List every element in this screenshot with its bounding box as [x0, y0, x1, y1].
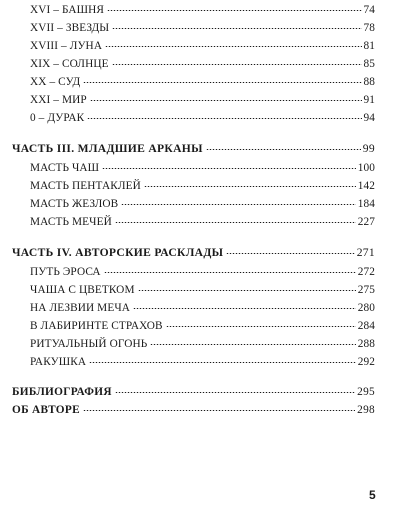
leader-dots [83, 82, 361, 83]
leader-dots [90, 100, 362, 101]
toc-entry[interactable] [30, 318, 375, 334]
toc-entry-label: XVII – ЗВЕЗДЫ [30, 22, 110, 34]
leader-dots [226, 253, 354, 254]
leader-dots [138, 290, 356, 291]
toc-entry-label: ЧАША С ЦВЕТКОМ [30, 284, 135, 296]
toc-entry[interactable] [30, 110, 375, 126]
toc-entry[interactable] [30, 282, 375, 298]
toc-entry[interactable] [30, 2, 375, 18]
toc-entry-page: 85 [363, 58, 375, 70]
toc-entry-label: МАСТЬ ЧАШ [30, 162, 100, 174]
toc-entry-label: РАКУШКА [30, 356, 87, 368]
toc-entry[interactable] [30, 336, 375, 352]
toc-entry-page: 142 [357, 180, 375, 192]
toc-entry-page: 100 [357, 162, 375, 174]
leader-dots [115, 222, 356, 223]
leader-dots [89, 362, 356, 363]
toc-part-label: ЧАСТЬ III. МЛАДШИЕ АРКАНЫ [12, 142, 203, 155]
leader-dots [105, 46, 361, 47]
toc-entry[interactable] [30, 214, 375, 230]
toc-entry-page: 292 [357, 356, 375, 368]
toc-entry-label: РИТУАЛЬНЫЙ ОГОНЬ [30, 338, 148, 350]
toc-entry-label: XX – СУД [30, 76, 81, 88]
leader-dots [104, 272, 356, 273]
toc-part-page: 271 [356, 246, 375, 259]
toc-part-heading[interactable] [12, 245, 375, 261]
toc-entry[interactable] [30, 178, 375, 194]
toc-part-heading[interactable] [12, 141, 375, 157]
toc-entry-label: XXI – МИР [30, 94, 87, 106]
toc-entry[interactable] [30, 300, 375, 316]
leader-dots [112, 64, 362, 65]
toc-entry-page: 284 [357, 320, 375, 332]
toc-entry[interactable] [30, 38, 375, 54]
toc-entry-page: 74 [363, 4, 375, 16]
toc-entry[interactable] [30, 92, 375, 108]
toc-entry-label: 0 – ДУРАК [30, 112, 85, 124]
toc-entry[interactable] [30, 74, 375, 90]
toc-part-label: ЧАСТЬ IV. АВТОРСКИЕ РАСКЛАДЫ [12, 246, 224, 259]
leader-dots [206, 149, 361, 150]
toc-entry-label: XVIII – ЛУНА [30, 40, 103, 52]
toc-part-page: 99 [362, 142, 375, 155]
toc-entry[interactable] [30, 56, 375, 72]
toc-entry-page: 288 [357, 338, 375, 350]
leader-dots [112, 28, 361, 29]
toc-entry-page: 91 [363, 94, 375, 106]
toc-entry-label: ПУТЬ ЭРОСА [30, 266, 101, 278]
toc-entry-page: 275 [357, 284, 375, 296]
toc-entry-page: 227 [357, 216, 375, 228]
toc-entry-label: МАСТЬ МЕЧЕЙ [30, 216, 112, 228]
toc-bibliography[interactable] [12, 384, 375, 400]
toc-entry-page: 81 [363, 40, 375, 52]
toc-entry-page: 78 [363, 22, 375, 34]
toc-entry-label: МАСТЬ ПЕНТАКЛЕЙ [30, 180, 141, 192]
leader-dots [115, 392, 355, 393]
toc-entry[interactable] [30, 354, 375, 370]
toc-entry[interactable] [30, 160, 375, 176]
toc-entry-label: XVI – БАШНЯ [30, 4, 105, 16]
toc-entry-page: 272 [357, 266, 375, 278]
leader-dots [107, 10, 361, 11]
leader-dots [144, 186, 356, 187]
toc-part-page: 295 [357, 386, 375, 398]
toc-entry-page: 94 [363, 112, 375, 124]
leader-dots [133, 308, 356, 309]
leader-dots [87, 118, 361, 119]
leader-dots [102, 168, 356, 169]
toc-part-label: ОБ АВТОРЕ [12, 404, 80, 416]
toc-entry[interactable] [30, 20, 375, 36]
leader-dots [83, 410, 355, 411]
toc-part-page: 298 [357, 404, 375, 416]
page-number: 5 [369, 488, 376, 502]
toc-entry-label: МАСТЬ ЖЕЗЛОВ [30, 198, 119, 210]
leader-dots [150, 344, 355, 345]
toc-entry-label: XIX – СОЛНЦЕ [30, 58, 109, 70]
leader-dots [121, 204, 355, 205]
leader-dots [166, 326, 356, 327]
toc-part-label: БИБЛИОГРАФИЯ [12, 386, 112, 398]
toc-entry-label: В ЛАБИРИНТЕ СТРАХОВ [30, 320, 163, 332]
toc-about-author[interactable] [12, 402, 375, 418]
toc-entry-page: 88 [363, 76, 375, 88]
toc-entry-page: 184 [357, 198, 375, 210]
toc-entry-page: 280 [357, 302, 375, 314]
toc-entry[interactable] [30, 264, 375, 280]
toc-entry[interactable] [30, 196, 375, 212]
toc-entry-label: НА ЛЕЗВИИ МЕЧА [30, 302, 131, 314]
